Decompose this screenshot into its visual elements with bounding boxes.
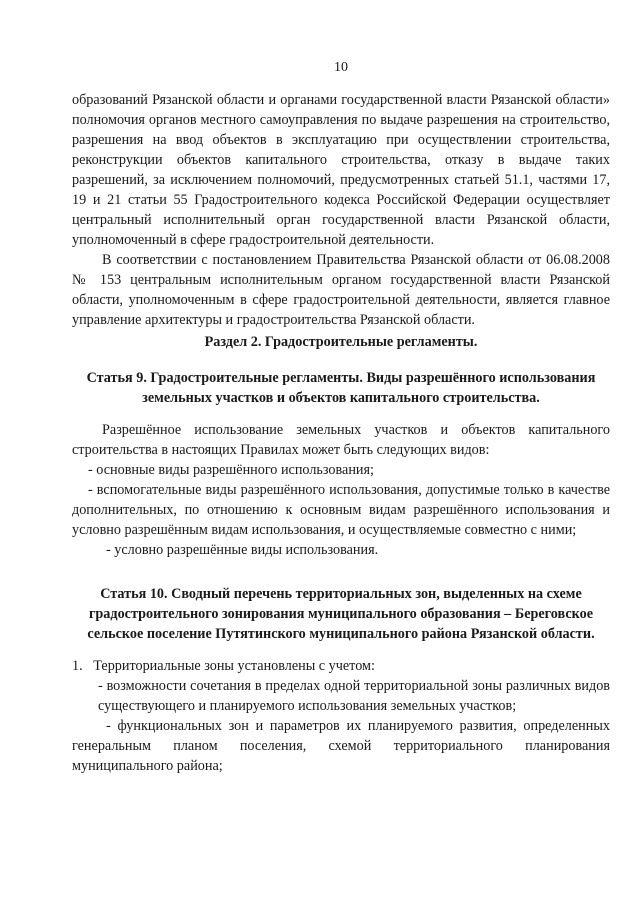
article-10-title: Статья 10. Сводный перечень территориальных зон, выделенных на схеме градостроительного зонирования муниципального образования – Береговское сельское поселение Путятинского муниципального района Рязанской области. (87, 586, 595, 642)
article-9-title: Статья 9. Градостроительные регламенты. Виды разрешённого использования земельных участков и объектов капитального строительства. (86, 370, 596, 406)
paragraph-resolution: В соответствии с постановлением Правительства Рязанской области от 06.08.2008 № 153 центральным исполнительным органом государственной власти Рязанской области, уполномоченным в сфере градостроительной деятельности, является главное управление архитектуры и градостроительства Рязанской области. (72, 252, 610, 328)
article-10-sub-item-combination: - возможности сочетания в пределах одной территориальной зоны различных видов существующего и планируемого использования земельных участков; (98, 678, 610, 714)
paragraph-continuation: образований Рязанской области и органами государственной власти Рязанской области» полномочия органов местного самоуправления по выдаче разрешения на строительство, разрешения на ввод объектов в эксплуатацию при осуществлении строительства, реконструкции объектов капитального строительства, отказу в выдаче таких разрешений, за исключением полномочий, предусмотренных статьей 51.1, частями 17, 19 и 21 статьи 55 Градостроительного кодекса Российской Федерации осуществляет центральный исполнительный орган государственной власти Рязанской области, уполномоченный в сфере градостроительной деятельности. (72, 92, 610, 248)
article-10-item-1 (72, 656, 610, 676)
article-9-item-basic: - основные виды разрешённого использования; (88, 462, 374, 478)
list-number: 1. (72, 658, 83, 674)
section-2-title: Раздел 2. Градостроительные регламенты. (204, 334, 478, 350)
article-10-sub-item-functional-zones: - функциональных зон и параметров их планируемого развития, определенных генеральным планом поселения, схемой территориального планирования муниципального района; (72, 718, 610, 774)
page-number: 10 (334, 60, 348, 75)
article-9-item-conditional: - условно разрешённые виды использования. (106, 542, 379, 558)
article-9-item-auxiliary: - вспомогательные виды разрешённого использования, допустимые только в качестве дополнительных, по отношению к основным видам разрешённого использования и условно разрешённым видам использования, и осуществляемые совместно с ними; (72, 482, 610, 538)
article-9-intro: Разрешённое использование земельных участков и объектов капитального строительства в настоящих Правилах может быть следующих видов: (72, 422, 610, 458)
list-text: Территориальные зоны установлены с учетом: (93, 658, 375, 674)
